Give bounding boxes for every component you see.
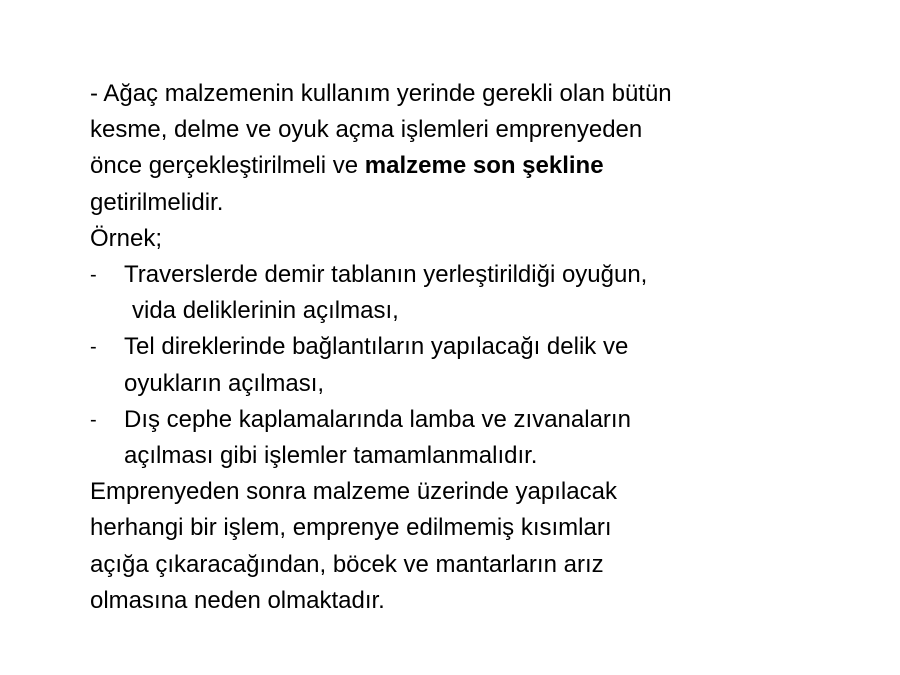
dash-bullet-icon: - <box>90 408 97 431</box>
conclusion-paragraph <box>90 474 850 619</box>
bullet-1-line-1: Traverslerde demir tablanın yerleştirildiği oyuğun, <box>124 261 648 289</box>
conclusion-line-4: olmasına neden olmaktadır. <box>90 586 385 614</box>
intro-line-3 <box>90 148 850 184</box>
example-label: Örnek; <box>90 224 163 252</box>
bullet-3-line-1: Dış cephe kaplamalarında lamba ve zıvanaların <box>124 405 631 433</box>
intro-line-3-normal: önce gerçekleştirilmeli ve <box>90 152 365 180</box>
list-item <box>90 329 850 401</box>
dash-bullet-icon: - <box>90 336 97 359</box>
slide-text-body <box>90 76 850 619</box>
intro-line-4: getirilmelidir. <box>90 188 224 216</box>
conclusion-line-2: herhangi bir işlem, emprenye edilmemiş kısımları <box>90 514 612 542</box>
bullet-1-line-2: vida deliklerinin açılması, <box>132 297 399 325</box>
list-item <box>90 402 850 474</box>
example-bullet-list <box>90 257 850 474</box>
emphasis-text: malzeme son şekline <box>364 152 604 180</box>
intro-paragraph <box>90 76 850 221</box>
conclusion-line-1: Emprenyeden sonra malzeme üzerinde yapılacak <box>90 478 617 506</box>
conclusion-line-3: açığa çıkaracağından, böcek ve mantarların arız <box>90 550 604 578</box>
intro-line-1: - Ağaç malzemenin kullanım yerinde gerekli olan bütün <box>90 80 672 107</box>
list-item <box>90 257 850 329</box>
dash-bullet-icon: - <box>90 264 97 287</box>
bullet-3-line-2: açılması gibi işlemler tamamlanmalıdır. <box>124 442 538 470</box>
bullet-2-line-1: Tel direklerinde bağlantıların yapılacağı delik ve <box>124 333 629 361</box>
intro-line-2: kesme, delme ve oyuk açma işlemleri emprenyeden <box>90 116 643 144</box>
bullet-2-line-2: oyukların açılması, <box>124 369 325 397</box>
